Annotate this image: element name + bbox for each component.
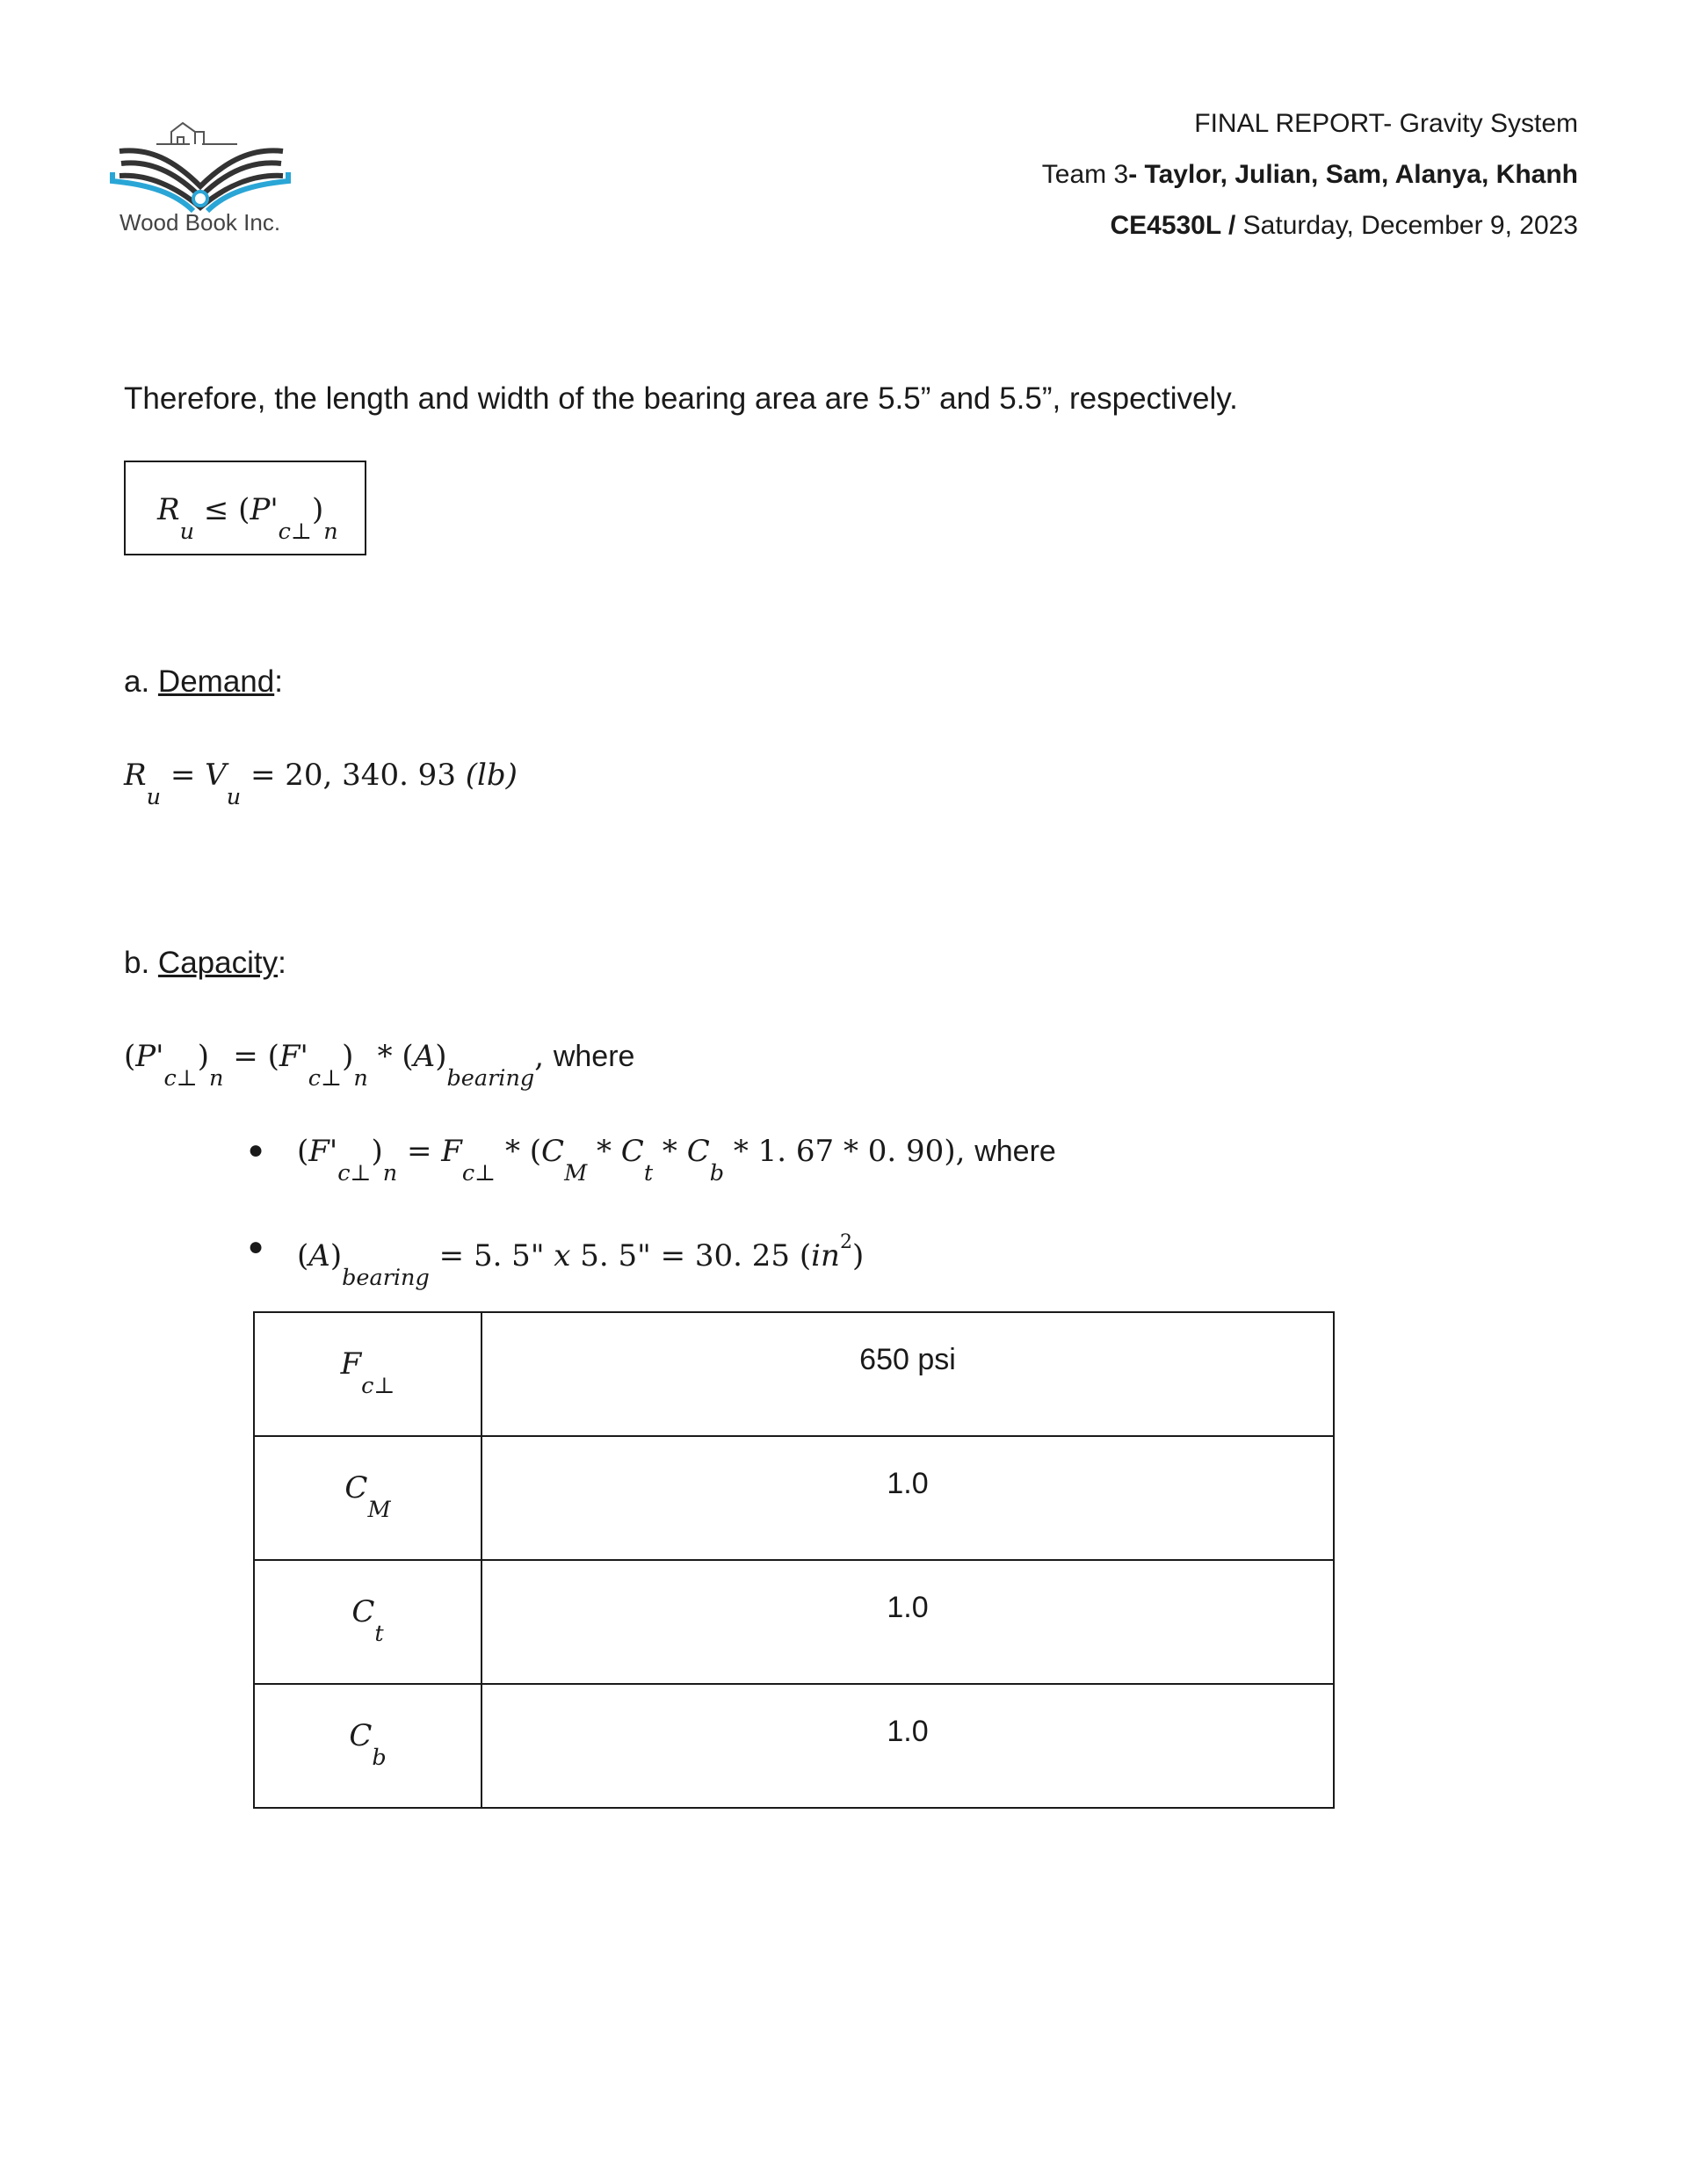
- capacity-equation: (P'c⊥)n = (F'c⊥)n * (A)bearing, where: [124, 1039, 635, 1092]
- area-unit: in: [811, 1237, 840, 1273]
- demand-value: 20, 340. 93: [285, 758, 456, 793]
- factor-table: [253, 1311, 1335, 1809]
- table-cell-symbol: CM: [254, 1436, 481, 1560]
- governing-equation: Ru ≤ (P'c⊥)n: [157, 492, 338, 545]
- demand-equation: Ru = Vu = 20, 340. 93 (lb): [124, 758, 518, 810]
- table-row: [254, 1436, 1334, 1560]
- bearing-length: 5. 5": [473, 1237, 545, 1273]
- course-date-line: [1110, 211, 1578, 241]
- intro-paragraph: Therefore, the length and width of the bearing area are 5.5” and 5.5”, respectively.: [124, 381, 1238, 416]
- report-date: Saturday, December 9, 2023: [1235, 211, 1578, 240]
- adjusted-stress-equation: (F'c⊥)n = Fc⊥ * (CM * Ct * Cb * 1. 67 * 0. 90), where: [297, 1134, 1056, 1186]
- demand-label: Demand: [157, 664, 275, 699]
- governing-equation-box: [124, 461, 366, 555]
- table-cell-value: 1.0: [481, 1684, 1334, 1808]
- demand-heading: a. Demand:: [124, 664, 283, 699]
- table-row: [254, 1684, 1334, 1808]
- course-code: CE4530L /: [1110, 211, 1236, 240]
- bearing-area-equation: (A)bearing = 5. 5" x 5. 5" = 30. 25 (in2): [297, 1230, 865, 1291]
- capacity-heading: b. Capacity:: [124, 946, 286, 980]
- table-cell-symbol: Cb: [254, 1684, 481, 1808]
- factor-constants: 1. 67 * 0. 90: [757, 1134, 945, 1169]
- bearing-area-value: 30. 25: [694, 1237, 791, 1273]
- table-cell-symbol: Fc⊥: [254, 1312, 481, 1436]
- where-text: where: [553, 1040, 635, 1073]
- table-row: [254, 1312, 1334, 1436]
- capacity-label: Capacity: [157, 946, 279, 980]
- table-cell-symbol: Ct: [254, 1560, 481, 1684]
- report-title: FINAL REPORT- Gravity System: [1194, 109, 1578, 138]
- table-cell-value: 1.0: [481, 1560, 1334, 1684]
- table-row: [254, 1560, 1334, 1684]
- bullet-dot: ●: [248, 1136, 264, 1165]
- area-exponent: 2: [839, 1230, 852, 1253]
- team-number: Team 3: [1041, 160, 1129, 189]
- team-line: [1042, 160, 1578, 190]
- demand-unit: (lb): [465, 758, 518, 793]
- company-logo: [105, 105, 299, 246]
- table-cell-value: 1.0: [481, 1436, 1334, 1560]
- bearing-width: 5. 5": [580, 1237, 651, 1273]
- logo-text: Wood Book Inc.: [119, 209, 281, 236]
- table-cell-value: 650 psi: [481, 1312, 1334, 1436]
- team-members: - Taylor, Julian, Sam, Alanya, Khanh: [1128, 160, 1578, 189]
- bullet-dot: ●: [248, 1232, 264, 1261]
